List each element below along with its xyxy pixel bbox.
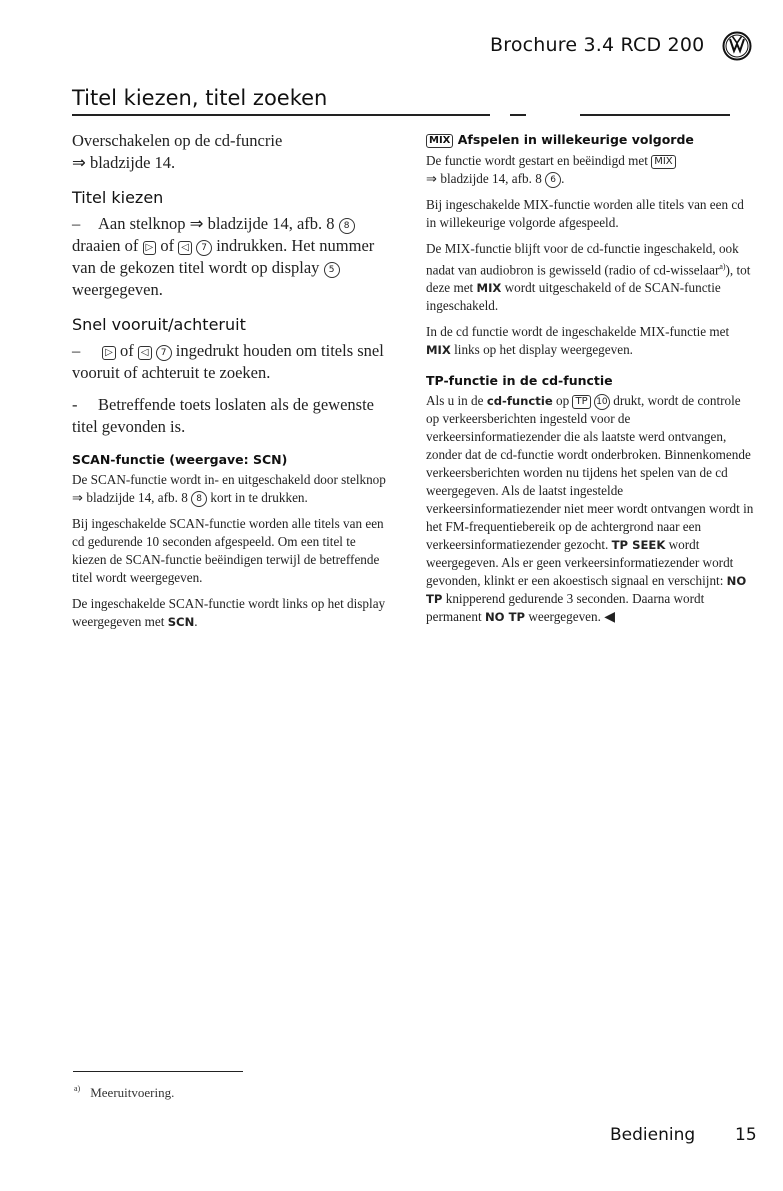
callout-6: 6 [545,172,561,188]
section-heading-mix: MIX Afspelen in willekeurige volgorde [426,132,756,148]
section-heading-snel: Snel vooruit/achteruit [72,315,246,334]
callout-8: 8 [339,218,355,234]
scan-paragraph-1: De SCAN-functie wordt in- en uitgeschakeld door stelknop ⇒ bladzijde 14, afb. 8 8 kort in te drukken. [72,472,386,505]
prev-key-icon: ◁ [138,346,152,360]
page-title: Titel kiezen, titel zoeken [72,86,328,110]
section-heading-titel-kiezen: Titel kiezen [72,188,164,207]
title-rule-right [580,114,730,116]
brochure-header: Brochure 3.4 RCD 200 [490,34,705,56]
callout-5: 5 [324,262,340,278]
section-heading-tp: TP-functie in de cd-functie [426,373,613,389]
mix-key-icon: MIX [651,155,675,169]
mix-paragraph-4: In de cd functie wordt de ingeschakelde MIX-functie met MIX links op het display weergegeven. [426,324,730,358]
title-rule-short [510,114,526,116]
mix-paragraph-3: De MIX-functie blijft voor de cd-functie ingeschakeld, ook nadat van audiobron is gewisseld (radio of cd-wisselaar$^{a)}$), tot deze met MIX wordt uitgeschakeld of de SCAN-functie ingeschakeld. [426,241,751,314]
snel-paragraph: – ▷ of ◁ 7 ingedrukt houden om titels snel vooruit of achteruit te zoeken. [72,341,384,382]
loslaten-paragraph: - Betreffende toets loslaten als de gewenste titel gevonden is. [72,395,374,436]
footnote: $^{a)}$ Meeruitvoering. [74,1084,175,1100]
footer-section-name: Bediening [610,1125,696,1145]
footnote-rule [73,1071,243,1072]
mix-paragraph-2: Bij ingeschakelde MIX-functie worden alle titels van een cd in willekeurige volgorde afgespeeld. [426,197,744,230]
next-key-icon: ▷ [102,346,116,360]
tp-paragraph: Als u in de cd-functie op TP 10 drukt, wordt de controle op verkeersberichten ingesteld voor de verkeersinformatiezender die als laatste werd ontvangen, zonder dat de cd-functie wordt onderbroken. Binnenkomende verkeersberichten worden nu tijdens het spelen van de cd weergegeven. Als de laatst ingestelde verkeersinformatiezender niet meer wordt ontvangen wordt in het FM-frequentiebereik op de achtergrond naar een verkeersinformatiezender gezocht. TP SEEK wordt weergegeven. Als er geen verkeersinformatiezender wordt gevonden, klinkt er een akoestisch signaal en verschijnt: NO TP knipperend gedurende 3 seconden. Daarna wordt permanent NO TP weergegeven. ◀ [426,393,754,626]
scan-paragraph-3: De ingeschakelde SCAN-functie wordt links op het display weergegeven met SCN. [72,596,386,629]
vw-logo-icon [722,31,752,61]
tp-key-icon: TP [572,395,590,409]
section-heading-scan: SCAN-functie (weergave: SCN) [72,452,288,467]
scan-paragraph-2: Bij ingeschakelde SCAN-functie worden alle titels van een cd gedurende 10 seconden afgespeeld. Om een titel te kiezen de SCAN-functie beëindigen terwijl de betreffende titel wordt weergegeven. [72,516,384,585]
callout-8: 8 [191,491,207,507]
footnote-ref: a) [719,262,726,271]
callout-7: 7 [196,240,212,256]
callout-10: 10 [594,394,610,410]
mix-paragraph-1: De functie wordt gestart en beëindigd met MIX ⇒ bladzijde 14, afb. 8 6 . [426,152,756,188]
next-key-icon: ▷ [143,241,157,255]
right-column [426,132,756,635]
section-end-icon: ◀ [604,610,616,626]
mix-key-icon: MIX [426,134,453,148]
title-rule [72,114,490,116]
prev-key-icon: ◁ [178,241,192,255]
callout-7: 7 [156,345,172,361]
page-number: 15 [735,1125,757,1145]
intro-paragraph: Overschakelen op de cd-funcrie ⇒ bladzijde 14. [72,131,283,172]
page-reference: ⇒ bladzijde 14. [72,153,176,172]
left-column [72,130,392,639]
titel-kiezen-paragraph: – Aan stelknop ⇒ bladzijde 14, afb. 8 8 draaien of ▷ of ◁ 7 indrukken. Het nummer van de gekozen titel wordt op display 5 weergegeven. [72,214,375,299]
